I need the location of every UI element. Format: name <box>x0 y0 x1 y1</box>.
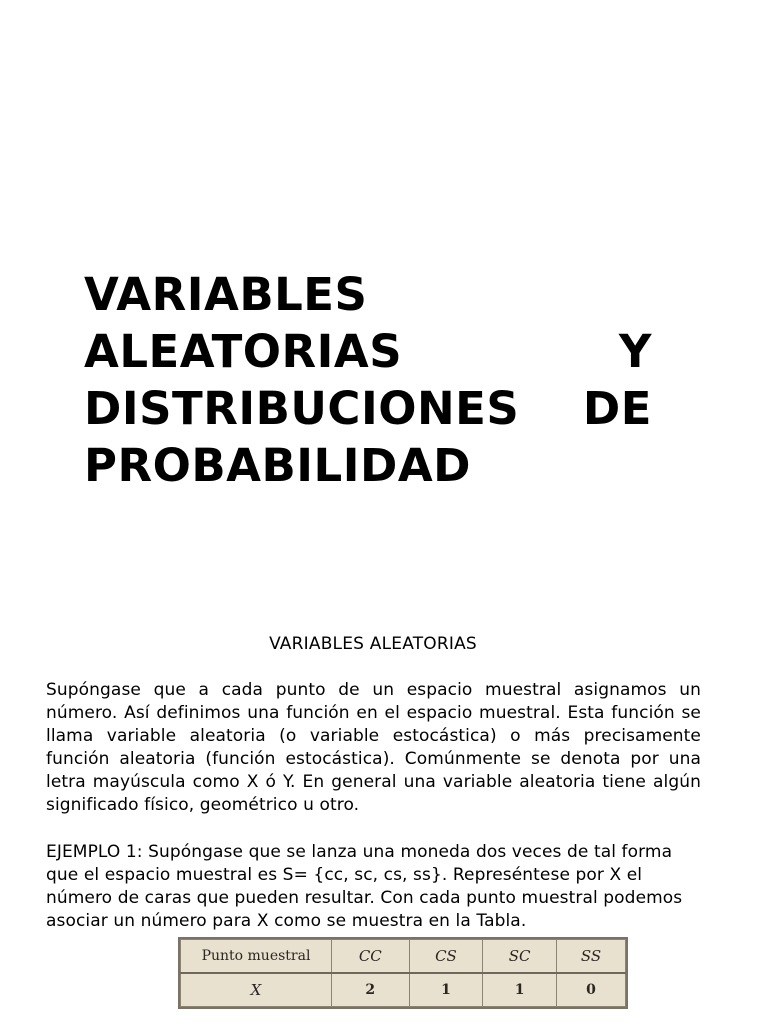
intro-paragraph: Supóngase que a cada punto de un espacio muestral asignamos un número. Así definimos una función en el espacio muestral. Esta función se llama variable aleatoria (o variable estocástica) o más precisamente función aleatoria (función estocástica). Comúnmente se denota por una letra mayúscula como X ó Y. En general una variable aleatoria tiene algún significado físico, geométrico u otro. <box>46 680 701 815</box>
table-point-cell: CC <box>332 940 410 974</box>
document-title <box>84 266 652 494</box>
title-line-3 <box>84 380 652 437</box>
title-word: DE <box>582 382 652 435</box>
table-value-cell: 0 <box>557 973 626 1007</box>
title-line-4 <box>84 437 652 494</box>
section-heading: VARIABLES ALEATORIAS <box>269 634 477 654</box>
table-header-label: Punto muestral <box>181 940 332 974</box>
table-point-cell: SC <box>483 940 557 974</box>
title-word: Y <box>618 325 652 378</box>
title-word: ALEATORIAS <box>84 325 403 378</box>
title-line-1 <box>84 266 652 323</box>
table-point-cell: SS <box>557 940 626 974</box>
sample-point-table <box>180 939 626 1007</box>
table-row <box>181 973 626 1007</box>
example-paragraph: EJEMPLO 1: Supóngase que se lanza una moneda dos veces de tal forma que el espacio muestral es S= {cc, sc, cs, ss}. Represéntese por X el número de caras que pueden resultar. Con cada punto muestral podemos asociar un número para X como se muestra en la Tabla. <box>46 842 683 931</box>
table-row-label: X <box>181 973 332 1007</box>
sample-point-table-image <box>178 937 628 1009</box>
table-value-cell: 1 <box>483 973 557 1007</box>
title-word: DISTRIBUCIONES <box>84 382 520 435</box>
table-value-cell: 1 <box>409 973 483 1007</box>
table-point-cell: CS <box>409 940 483 974</box>
table-row <box>181 940 626 974</box>
title-word: VARIABLES <box>84 268 368 321</box>
table-value-cell: 2 <box>332 973 410 1007</box>
title-word: PROBABILIDAD <box>84 439 472 492</box>
title-line-2 <box>84 323 652 380</box>
